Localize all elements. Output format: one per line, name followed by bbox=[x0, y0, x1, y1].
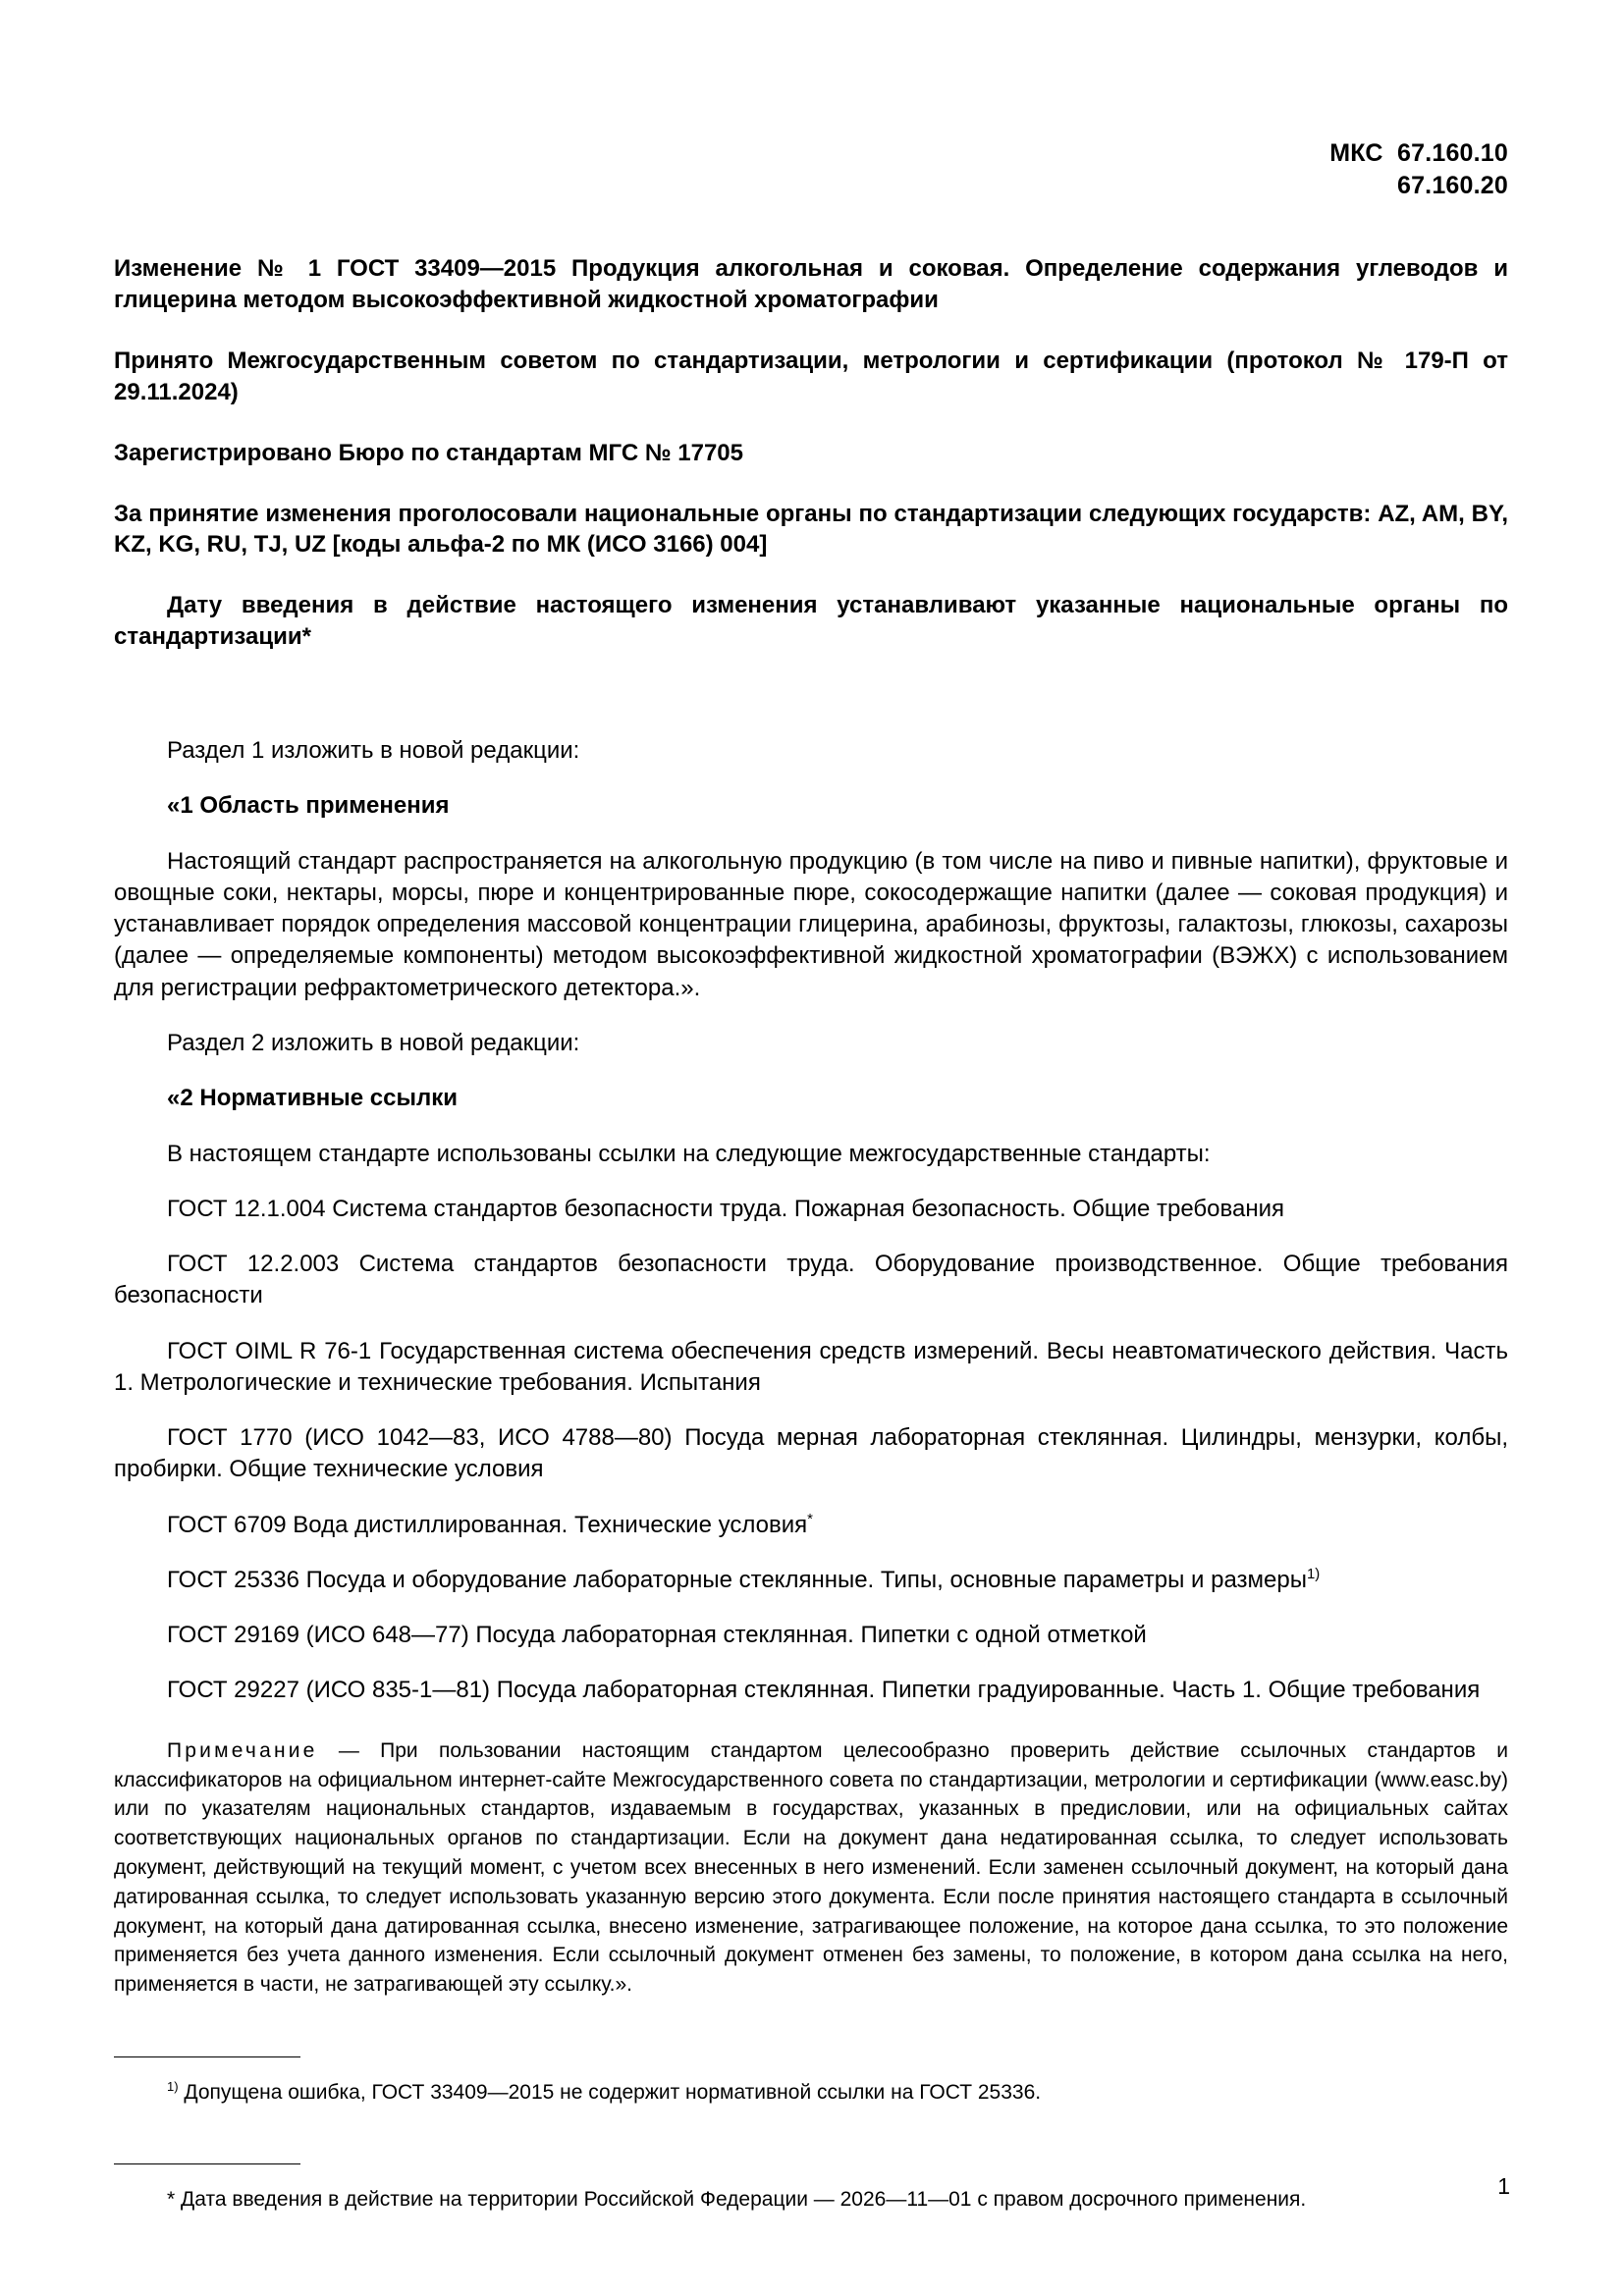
mks-code-line-2: 67.160.20 bbox=[1396, 172, 1508, 199]
section2-intro: В настоящем стандарте использованы ссылки на следующие межгосударственные стандарты: bbox=[167, 1140, 1211, 1167]
normative-reference: ГОСТ 1770 (ИСО 1042—83, ИСО 4788—80) Посуда мерная лабораторная стеклянная. Цилиндры, мензурки, колбы, пробирки. Общие технические условия bbox=[114, 1424, 1508, 1483]
section1-text: Настоящий стандарт распространяется на алкогольную продукцию (в том числе на пиво и пивные напитки), фруктовые и овощные соки, нектары, морсы, пюре и концентрированные пюре, сокосодержащие напитки (далее — соковая продукция) и устанавливает порядок определения массовой концентрации глицерина, арабинозы, фруктозы, галактозы, глюкозы, сахарозы (далее — определяемые компоненты) методом высокоэффективной жидкостной хроматографии (ВЭЖХ) с использованием для регистрации рефрактометрического детектора.». bbox=[114, 847, 1508, 1001]
footnote-divider-2 bbox=[114, 2163, 300, 2164]
mks-code-line-1: МКС 67.160.10 bbox=[1329, 139, 1508, 167]
footnote-marker-asterisk: * bbox=[807, 1511, 813, 1527]
amendment-title: Изменение № 1 ГОСТ 33409—2015 Продукция алкогольная и соковая. Определение содержания углеводов и глицерина методом высокоэффективной жидкостной хроматографии bbox=[114, 255, 1508, 313]
page-number: 1 bbox=[1497, 2173, 1510, 2199]
footnote-divider-1 bbox=[114, 2056, 300, 2057]
section1-lead-in: Раздел 1 изложить в новой редакции: bbox=[167, 737, 580, 765]
footnote-1-marker: 1) bbox=[167, 2079, 179, 2095]
adopted-by-statement: Принято Межгосударственным советом по стандартизации, метрологии и сертификации (протокол № 179-П от 29.11.2024) bbox=[114, 347, 1508, 405]
footnote-1-text: Допущена ошибка, ГОСТ 33409—2015 не содержит нормативной ссылки на ГОСТ 25336. bbox=[178, 2081, 1042, 2105]
section2-heading: «2 Нормативные ссылки bbox=[167, 1085, 458, 1112]
note-label: Примечание bbox=[167, 1738, 318, 1762]
normative-reference-text: ГОСТ 25336 Посуда и оборудование лабораторные стеклянные. Типы, основные параметры и размеры bbox=[167, 1566, 1307, 1593]
voting-states-statement: За принятие изменения проголосовали национальные органы по стандартизации следующих государств: AZ, AM, BY, KZ, KG, RU, TJ, UZ [коды альфа-2 по МК (ИСО 3166) 004] bbox=[114, 500, 1508, 559]
normative-reference: ГОСТ 12.1.004 Система стандартов безопасности труда. Пожарная безопасность. Общие требования bbox=[167, 1195, 1285, 1222]
normative-reference: ГОСТ OIML R 76-1 Государственная система обеспечения средств измерений. Весы неавтоматического действия. Часть 1. Метрологические и технические требования. Испытания bbox=[114, 1337, 1508, 1396]
footnote-2-marker: * bbox=[167, 2188, 176, 2212]
normative-reference: ГОСТ 29169 (ИСО 648—77) Посуда лабораторная стеклянная. Пипетки с одной отметкой bbox=[167, 1622, 1147, 1649]
section-spacer bbox=[114, 676, 1508, 735]
normative-reference-text: ГОСТ 6709 Вода дистиллированная. Технические условия bbox=[167, 1511, 808, 1538]
effective-date-statement: Дату введения в действие настоящего изменения устанавливают указанные национальные органы по стандартизации* bbox=[114, 592, 1508, 651]
normative-reference-with-footnote bbox=[114, 1565, 1508, 1596]
page-content bbox=[114, 0, 1508, 2235]
footnote-1 bbox=[114, 2078, 1508, 2107]
normative-reference: ГОСТ 29227 (ИСО 835-1—81) Посуда лабораторная стеклянная. Пипетки градуированные. Часть 1. Общие требования bbox=[167, 1677, 1481, 1704]
registration-statement: Зарегистрировано Бюро по стандартам МГС № 17705 bbox=[114, 439, 743, 466]
mks-code-block bbox=[114, 137, 1508, 202]
note-paragraph bbox=[114, 1736, 1508, 2000]
section2-lead-in: Раздел 2 изложить в новой редакции: bbox=[167, 1030, 580, 1057]
footnote-2 bbox=[114, 2185, 1508, 2214]
footnote-marker-one: 1) bbox=[1307, 1566, 1321, 1582]
normative-reference: ГОСТ 12.2.003 Система стандартов безопасности труда. Оборудование производственное. Общие требования безопасности bbox=[114, 1251, 1508, 1309]
footnote-2-text: Дата введения в действие на территории Российской Федерации — 2026—11—01 с правом досрочного применения. bbox=[175, 2188, 1307, 2212]
normative-reference-with-footnote bbox=[114, 1510, 1508, 1541]
section1-heading: «1 Область применения bbox=[167, 792, 450, 820]
note-text: — При пользовании настоящим стандартом целесообразно проверить действие ссылочных стандартов и классификаторов на официальном интернет-сайте Межгосударственного совета по стандартизации, метрологии и сертификации (www.easc.by) или по указателям национальных стандартов, издаваемым в государствах, указанных в предисловии, или на официальных сайтах соответствующих национальных органов по стандартизации. Если на документ дана недатированная ссылка, то следует использовать документ, действующий на текущий момент, с учетом всех внесенных в него изменений. Если заменен ссылочный документ, на который дана датированная ссылка, то следует использовать указанную версию этого документа. Если после принятия настоящего стандарта в ссылочный документ, на который дана датированная ссылка, внесено изменение, затрагивающее положение, на которое дана ссылка, то это положение применяется без учета данного изменения. Если ссылочный документ отменен без замены, то положение, в котором дана ссылка на него, применяется в части, не затрагивающей эту ссылку.». bbox=[114, 1738, 1508, 1997]
